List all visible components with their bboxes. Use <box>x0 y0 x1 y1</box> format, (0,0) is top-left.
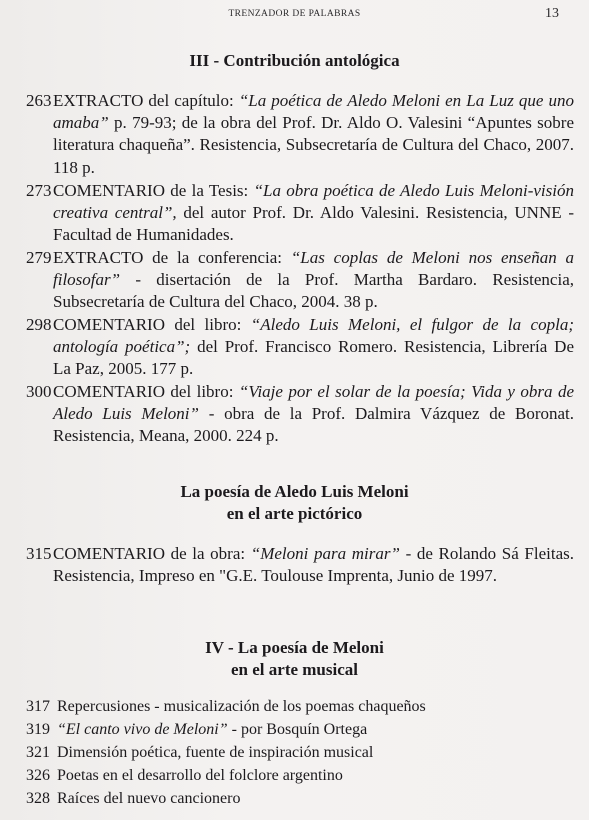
section-title-contribucion: III - Contribución antológica <box>189 51 400 70</box>
entry-page-number: 315 <box>26 544 52 563</box>
section-title-line: IV - La poesía de Meloni <box>205 638 384 657</box>
entry-page-number: 328 <box>26 790 50 807</box>
entry-text: Dimensión poética, fuente de inspiración musical <box>57 744 374 761</box>
list-item <box>26 788 586 809</box>
list-item <box>26 90 574 179</box>
entry-text: - por Bosquín Ortega <box>227 721 368 738</box>
list-item <box>26 247 574 314</box>
entry-page-number: 317 <box>26 698 50 715</box>
entry-text: Poetas en el desarrollo del folclore argentino <box>57 767 343 784</box>
entry-text: COMENTARIO de la Tesis: “La obra poética de Aledo Luis Meloni-visión creativa central”, del autor Prof. Dr. Aldo Valesini. Resistencia, UNNE - Facultad de Humanidades. <box>53 181 574 245</box>
entry-page-number: 326 <box>26 767 50 784</box>
entry-text: COMENTARIO del libro: “Viaje por el solar de la poesía; Vida y obra de Aledo Luis Meloni” - obra de la Prof. Dalmira Vázquez de Boronat. Resistencia, Meana, 2000. 224 p. <box>53 382 574 446</box>
page-number: 13 <box>545 6 559 21</box>
entry-text: COMENTARIO de la obra: “Meloni para mirar” - de Rolando Sá Fleitas. Resistencia, Impreso en "G.E. Toulouse Imprenta, Junio de 1997. <box>53 544 574 586</box>
list-item <box>26 381 574 448</box>
entry-page-number: 279 <box>26 248 52 267</box>
entry-text: Repercusiones - musicalización de los poemas chaqueños <box>57 698 426 715</box>
entry-page-number: 298 <box>26 315 52 334</box>
section-title-musical <box>0 637 589 681</box>
list-item <box>26 314 574 381</box>
section-title-line: en el arte pictórico <box>226 504 363 523</box>
entry-page-number: 273 <box>26 181 52 200</box>
entry-text: COMENTARIO del libro: “Aledo Luis Meloni, el fulgor de la copla; antología poética”; del Prof. Francisco Romero. Resistencia, Librería De La Paz, 2005. 177 p. <box>53 315 574 379</box>
list-item <box>26 742 586 763</box>
list-item <box>26 180 574 247</box>
list-item <box>26 696 586 717</box>
entry-page-number: 300 <box>26 382 52 401</box>
list-item <box>26 719 586 740</box>
section-title-line: La poesía de Aledo Luis Meloni <box>180 482 409 501</box>
list-item <box>26 543 574 587</box>
entry-text: EXTRACTO de la conferencia: “Las coplas de Meloni nos enseñan a filosofar” - disertación de la Prof. Martha Bardaro. Resistencia, Subsecretaría de Cultura del Chaco, 2004. 38 p. <box>53 248 574 312</box>
entry-page-number: 263 <box>26 91 52 110</box>
entry-text: EXTRACTO del capítulo: “La poética de Aledo Meloni en La Luz que uno amaba” p. 79-93; de la obra del Prof. Dr. Aldo O. Valesini “Apuntes sobre literatura chaqueña”. Resistencia, Subsecretaría de Cultura del Chaco, 2007. 118 p. <box>53 91 575 177</box>
entry-page-number: 319 <box>26 721 50 738</box>
section-title-pictorico <box>0 481 589 525</box>
running-head: TRENZADOR DE PALABRAS <box>228 9 361 19</box>
list-item <box>26 765 586 786</box>
entry-page-number: 321 <box>26 744 50 761</box>
entry-text: Raíces del nuevo cancionero <box>57 790 241 807</box>
section-title-line: en el arte musical <box>231 660 358 679</box>
entry-title: “El canto vivo de Meloni” <box>57 721 228 738</box>
